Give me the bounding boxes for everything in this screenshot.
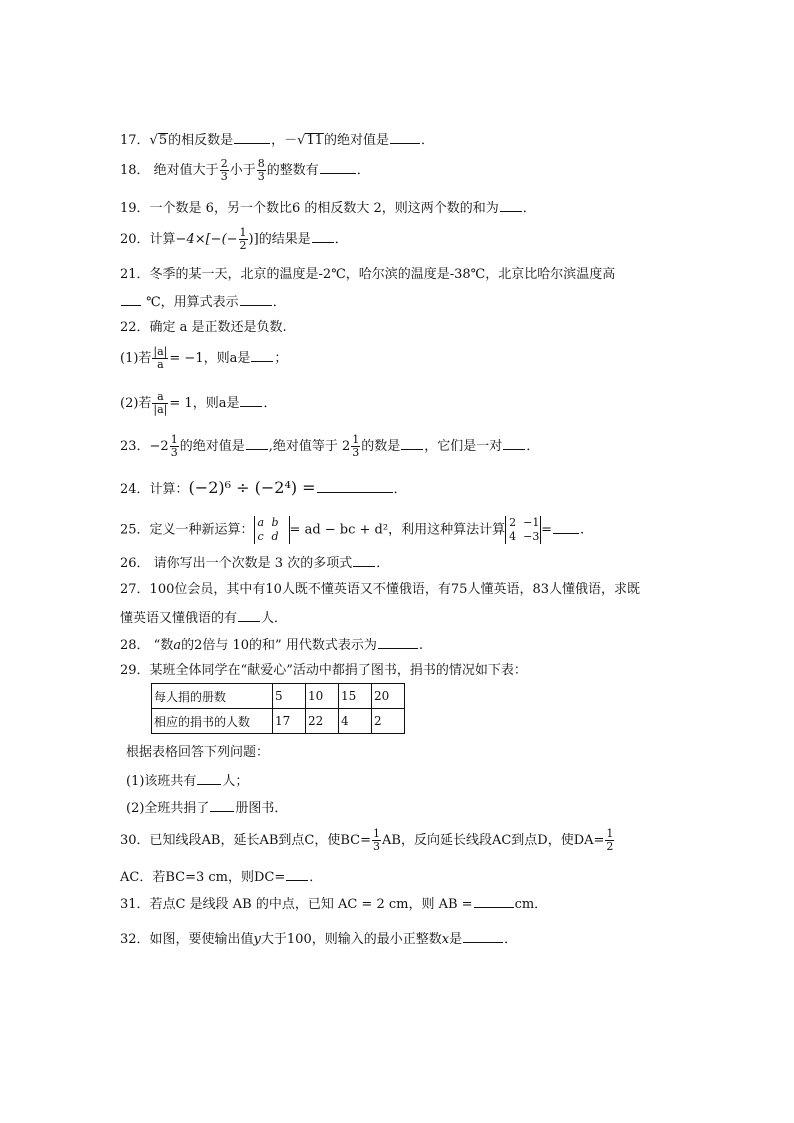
question-29-part2: (2)全班共捐了 册图书． [126,798,287,818]
answer-blank [553,520,579,534]
question-30-line2: AC．若BC=3 cm，则DC= ． [120,867,322,887]
question-30-line1: 30．已知线段AB，延长AB到点C，使BC= $\frac{1}{3}$ AB，反向延长线段AC到点D，使DA= $\frac{1}{2}$ [120,827,614,853]
question-26: 26． 请你写出一个次数是 3 次的多项式 ． [120,553,389,573]
question-27-line2: 懂英语又懂俄语的有 人． [120,608,287,628]
answer-blank [238,608,260,622]
answer-blank [286,867,308,881]
answer-blank [210,798,234,812]
question-27-line1: 27．100位会员，其中有10人既不懂英语又不懂俄语，有75人懂英语，83人懂俄语，求既 [120,582,640,597]
table-row: 相应的捐书的人数 17 22 4 2 [152,709,405,734]
determinant-numbers: 2 −1 4 −3 [505,516,541,544]
sqrt-5: 5 [158,133,168,148]
question-24: 24．计算：(−2)⁶ ÷ (−2⁴) = ． [120,478,407,497]
question-21-line2: ℃，用算式表示 ． [120,292,286,312]
question-22-part2: (2)若 $\frac{a}{|a|}$ = 1，则a是 ． [120,390,277,416]
question-17: 17．√5的相反数是 ，－√11的绝对值是 ． [120,130,434,150]
answer-blank [251,348,273,362]
answer-blank [312,229,334,243]
question-29: 29．某班全体同学在“献爱心”活动中都捐了图书，捐书的情况如下表： [120,663,527,678]
fraction: $\frac{1}{2}$ [239,226,247,252]
question-18: 18． 绝对值大于 $\frac{2}{3}$ 小于 $\frac{8}{3}$ 的整数有 ． [120,157,370,183]
answer-blank [401,436,423,450]
fraction: $\frac{1}{3}$ [352,433,360,459]
answer-blank [240,292,272,306]
question-28: 28． “数a的2倍与 10的和” 用代数式表示为 . [120,635,423,655]
question-31: 31．若点C 是线段 AB 的中点，已知 AC = 2 cm，则 AB = cm． [120,894,547,914]
answer-blank [317,479,393,493]
question-32: 32．如图，要使输出值y大于100，则输入的最小正整数x是 ． [120,929,517,949]
fraction: $\frac{8}{3}$ [257,157,265,183]
question-22-title: 22．确定 a 是正数还是负数. [120,320,287,335]
question-29-prompt: 根据表格回答下列问题： [126,745,270,760]
answer-blank [378,635,418,649]
answer-blank [240,393,262,407]
table-row: 每人捐的册数 5 10 15 20 [152,684,405,709]
answer-blank [390,130,420,144]
question-21-line1: 21．冬季的某一天，北京的温度是-2℃，哈尔滨的温度是-38℃，北京比哈尔滨温度高 [120,267,616,282]
question-19: 19．一个数是 6，另一个数比6 的相反数大 2，则这两个数的和为 ． [120,198,536,218]
question-20: 20．计算−4×[−(− $\frac{1}{2}$ )]的结果是 ． [120,226,348,252]
question-25: 25．定义一种新运算： a b c d = ad − bc + d²，利用这种算法计算 2 −1 4 −3 = . [120,516,585,543]
answer-blank [121,292,141,306]
answer-blank [246,436,268,450]
answer-blank [463,929,503,943]
answer-blank [197,771,221,785]
answer-blank [503,436,525,450]
fraction: $\frac{a}{|a|}$ [153,390,168,416]
fraction: $\frac{1}{3}$ [170,433,178,459]
fraction: $\frac{2}{3}$ [220,157,228,183]
question-29-part1: (1)该班共有 人； [126,771,248,791]
sqrt-11: 11 [306,133,324,148]
question-22-part1: (1)若 $\frac{|a|}{a}$ = −1，则a是 ； [120,345,288,371]
answer-blank [320,160,356,174]
fraction: $\frac{1}{3}$ [373,827,381,853]
answer-blank [474,894,514,908]
donation-table [151,683,405,734]
answer-blank [234,130,270,144]
answer-blank [353,553,375,567]
answer-blank [500,198,522,212]
question-23: 23．−2 $\frac{1}{3}$ 的绝对值是 ,绝对值等于 2 $\frac{1}{3}$ 的数是 ，它们是一对 ． [120,433,540,459]
fraction: $\frac{|a|}{a}$ [153,345,168,371]
fraction: $\frac{1}{2}$ [606,827,614,853]
determinant-abcd: a b c d [254,516,290,544]
